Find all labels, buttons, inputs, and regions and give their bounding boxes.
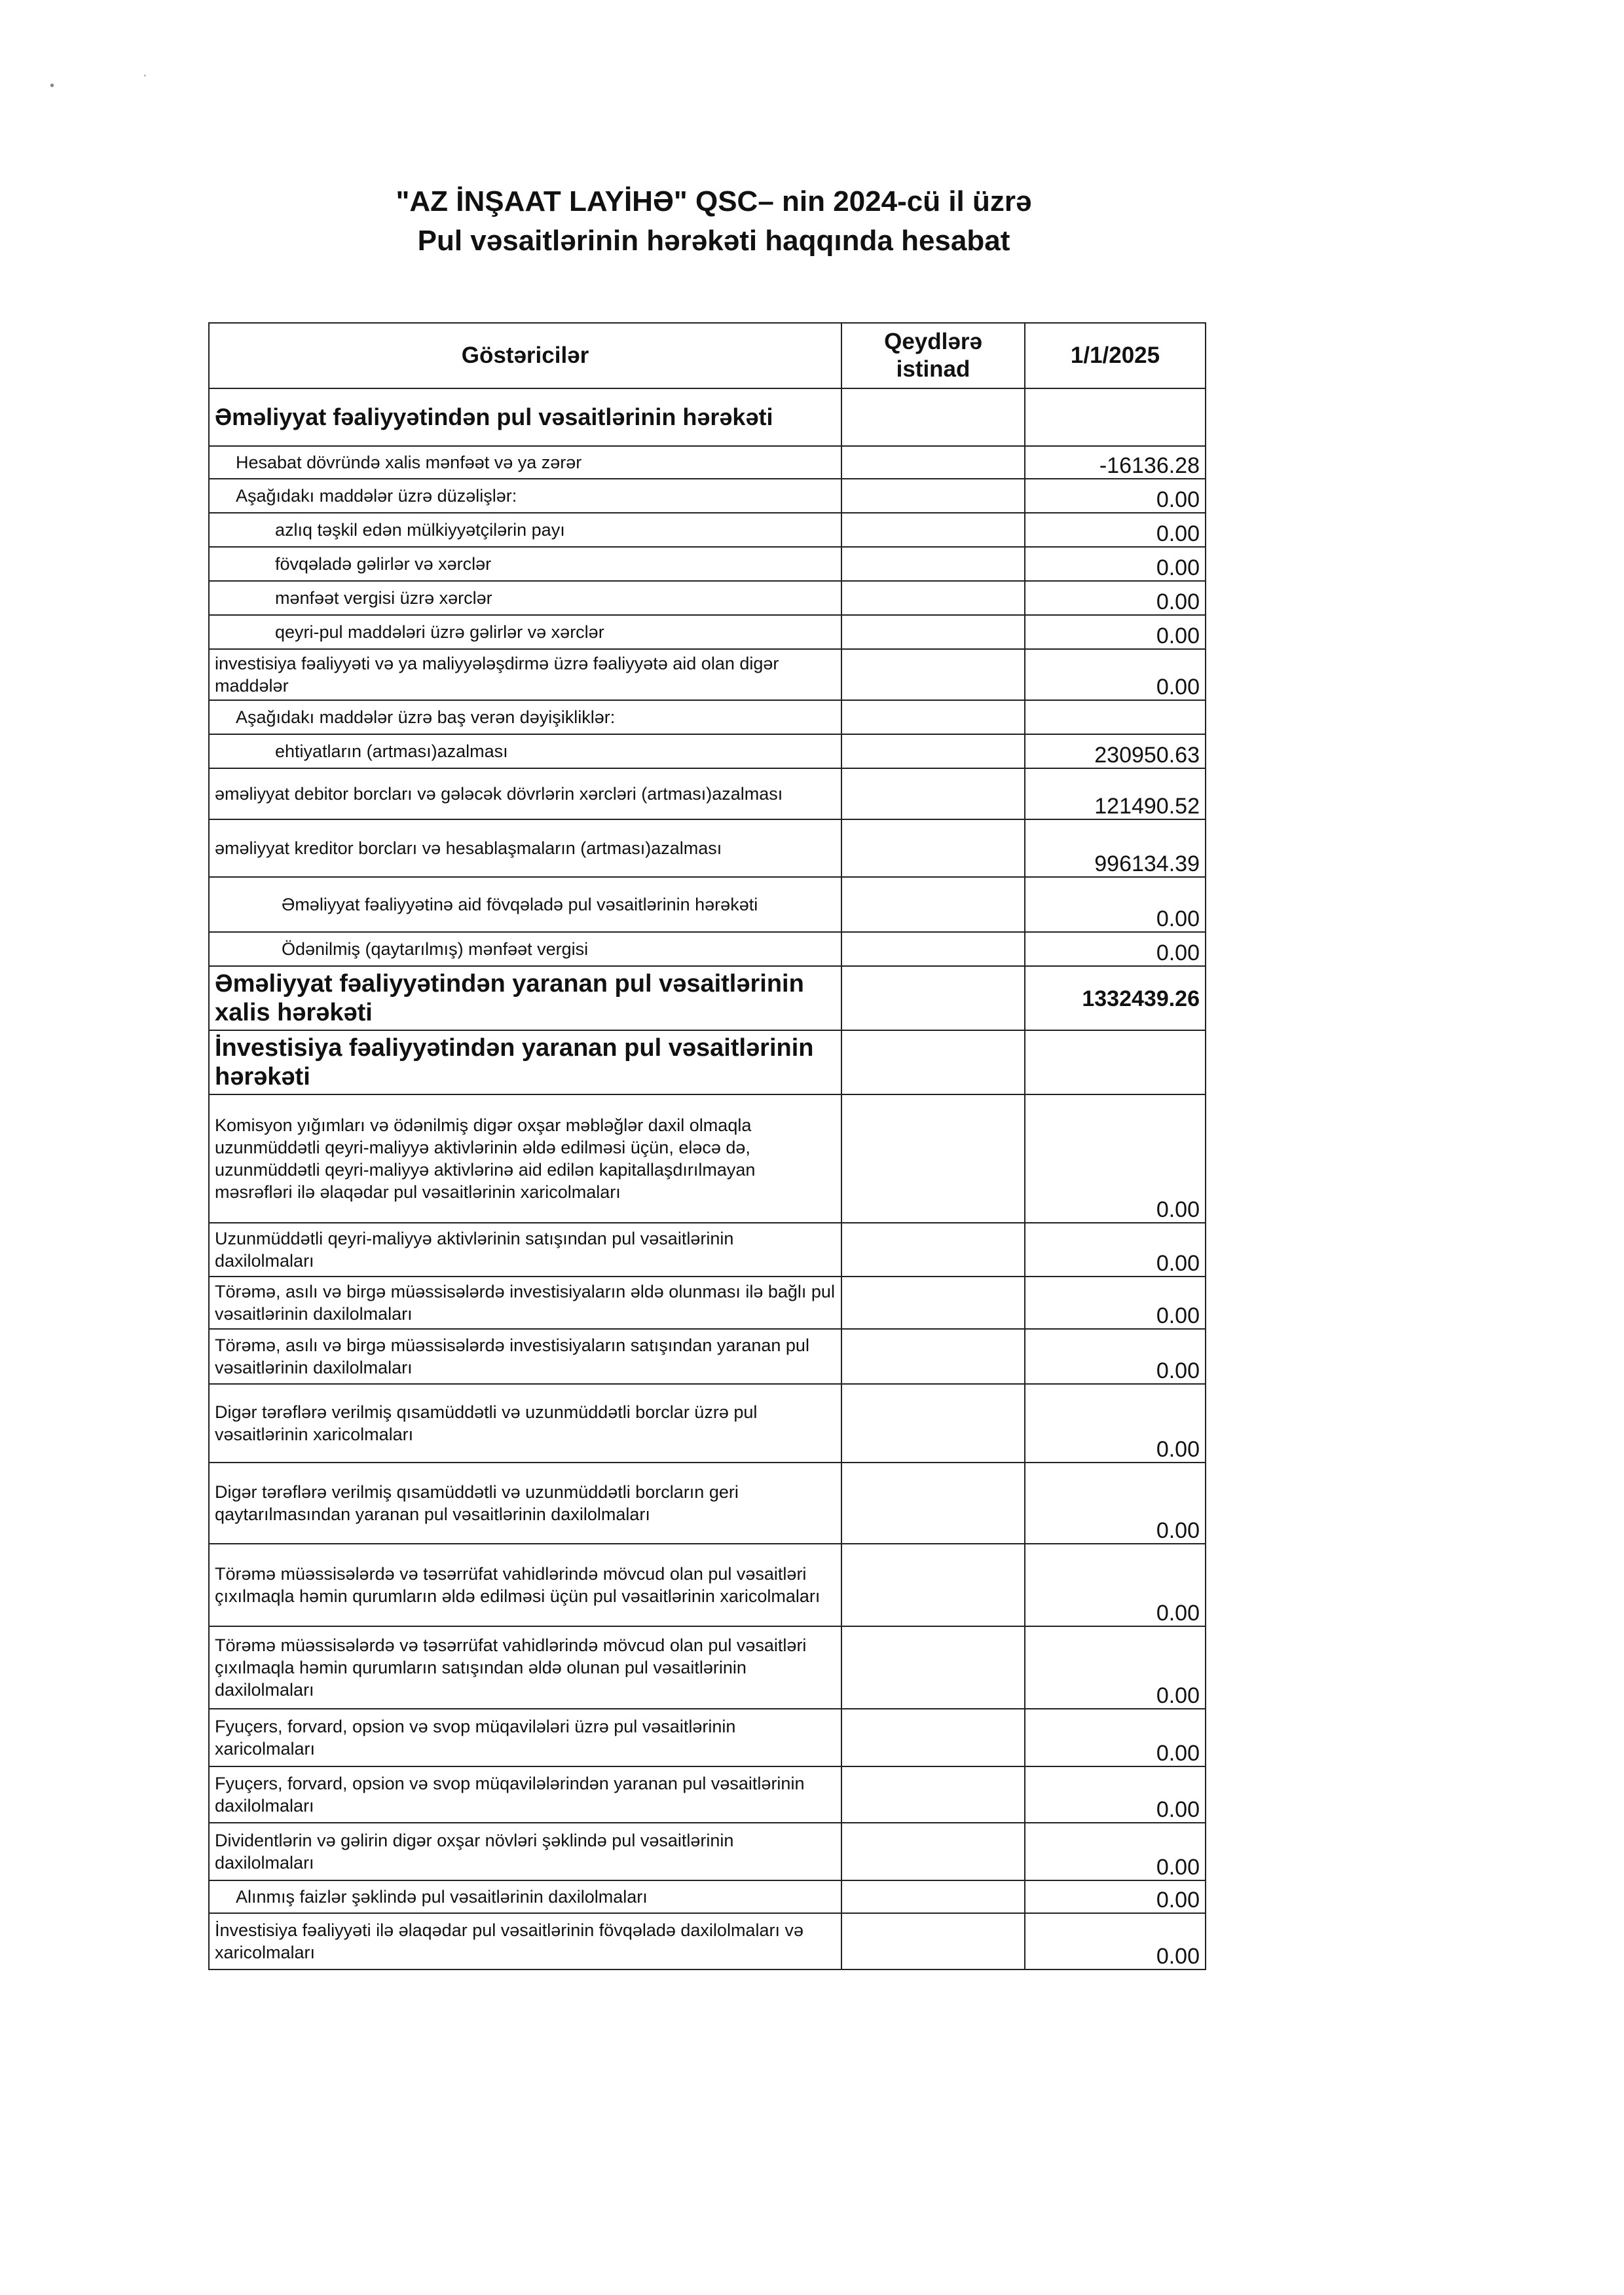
row-value: 0.00 bbox=[1025, 1913, 1206, 1969]
table-row bbox=[209, 581, 1206, 615]
row-note bbox=[841, 1766, 1025, 1823]
cash-flow-table bbox=[208, 322, 1206, 1970]
row-label: mənfəət vergisi üzrə xərclər bbox=[209, 581, 841, 615]
report-title: "AZ İNŞAAT LAYİHƏ" QSC– nin 2024-cü il üzrə bbox=[396, 185, 1032, 217]
row-note bbox=[841, 1544, 1025, 1626]
row-note bbox=[841, 1913, 1025, 1969]
row-label: Törəmə müəssisələrdə və təsərrüfat vahidlərində mövcud olan pul vəsaitləri çıxılmaqla həmin qurumların satışından əldə olunan pul vəsaitlərinin daxilolmaları bbox=[209, 1626, 841, 1709]
row-note bbox=[841, 446, 1025, 479]
row-note bbox=[841, 388, 1025, 446]
row-note bbox=[841, 877, 1025, 932]
row-label: İnvestisiya fəaliyyətindən yaranan pul vəsaitlərinin hərəkəti bbox=[209, 1030, 841, 1094]
row-note bbox=[841, 819, 1025, 877]
row-note bbox=[841, 1030, 1025, 1094]
table-header-row bbox=[209, 323, 1206, 388]
row-label: əməliyyat kreditor borcları və hesablaşmaların (artması)azalması bbox=[209, 819, 841, 877]
row-label: Əməliyyat fəaliyyətindən pul vəsaitlərinin hərəkəti bbox=[209, 388, 841, 446]
table-row bbox=[209, 1384, 1206, 1463]
row-note bbox=[841, 700, 1025, 734]
table-row bbox=[209, 1913, 1206, 1969]
table-row bbox=[209, 1626, 1206, 1709]
row-value: -16136.28 bbox=[1025, 446, 1206, 479]
table-row bbox=[209, 1277, 1206, 1329]
table-row bbox=[209, 1463, 1206, 1544]
row-label: Hesabat dövründə xalis mənfəət və ya zərər bbox=[209, 446, 841, 479]
table-row bbox=[209, 649, 1206, 700]
row-value: 0.00 bbox=[1025, 1709, 1206, 1766]
row-note bbox=[841, 649, 1025, 700]
row-label: Digər tərəflərə verilmiş qısamüddətli və uzunmüddətli borclar üzrə pul vəsaitlərinin xaricolmaları bbox=[209, 1384, 841, 1463]
row-value: 0.00 bbox=[1025, 581, 1206, 615]
table-row bbox=[209, 479, 1206, 513]
row-value bbox=[1025, 388, 1206, 446]
row-label: Fyuçers, forvard, opsion və svop müqavilələri üzrə pul vəsaitlərinin xaricolmaları bbox=[209, 1709, 841, 1766]
row-note bbox=[841, 1626, 1025, 1709]
row-value bbox=[1025, 700, 1206, 734]
row-label: fövqəladə gəlirlər və xərclər bbox=[209, 547, 841, 581]
row-label: Alınmış faizlər şəklində pul vəsaitlərinin daxilolmaları bbox=[209, 1880, 841, 1913]
row-note bbox=[841, 1880, 1025, 1913]
table-row bbox=[209, 932, 1206, 966]
row-note bbox=[841, 581, 1025, 615]
table-row bbox=[209, 1544, 1206, 1626]
row-label: investisiya fəaliyyəti və ya maliyyələşdirmə üzrə fəaliyyətə aid olan digər maddələr bbox=[209, 649, 841, 700]
table-row bbox=[209, 547, 1206, 581]
table-row bbox=[209, 1709, 1206, 1766]
row-label: Dividentlərin və gəlirin digər oxşar növləri şəklində pul vəsaitlərinin daxilolmaları bbox=[209, 1823, 841, 1880]
table-row bbox=[209, 1823, 1206, 1880]
row-label: Uzunmüddətli qeyri-maliyyə aktivlərinin satışından pul vəsaitlərinin daxilolmaları bbox=[209, 1223, 841, 1277]
header-indicators: Göstəricilər bbox=[209, 323, 841, 388]
row-label: Ödənilmiş (qaytarılmış) mənfəət vergisi bbox=[209, 932, 841, 966]
row-note bbox=[841, 615, 1025, 649]
row-value: 0.00 bbox=[1025, 932, 1206, 966]
row-value: 0.00 bbox=[1025, 1277, 1206, 1329]
row-label: ehtiyatların (artması)azalması bbox=[209, 734, 841, 768]
row-value: 0.00 bbox=[1025, 1329, 1206, 1384]
row-value: 0.00 bbox=[1025, 649, 1206, 700]
header-date: 1/1/2025 bbox=[1025, 323, 1206, 388]
row-note bbox=[841, 966, 1025, 1030]
table-row bbox=[209, 446, 1206, 479]
row-label: Törəmə, asılı və birgə müəssisələrdə investisiyaların əldə olunması ilə bağlı pul vəsaitlərinin daxilolmaları bbox=[209, 1277, 841, 1329]
row-note bbox=[841, 1329, 1025, 1384]
row-label: qeyri-pul maddələri üzrə gəlirlər və xərclər bbox=[209, 615, 841, 649]
row-note bbox=[841, 734, 1025, 768]
row-label: Fyuçers, forvard, opsion və svop müqavilələrindən yaranan pul vəsaitlərinin daxilolmaları bbox=[209, 1766, 841, 1823]
row-value: 0.00 bbox=[1025, 1384, 1206, 1463]
row-value: 0.00 bbox=[1025, 1463, 1206, 1544]
row-value: 0.00 bbox=[1025, 877, 1206, 932]
table-row bbox=[209, 877, 1206, 932]
row-label: Əməliyyat fəaliyyətinə aid fövqəladə pul vəsaitlərinin hərəkəti bbox=[209, 877, 841, 932]
table-row bbox=[209, 966, 1206, 1030]
row-label: Törəmə, asılı və birgə müəssisələrdə investisiyaların satışından yaranan pul vəsaitlərinin daxilolmaları bbox=[209, 1329, 841, 1384]
row-label: Aşağıdakı maddələr üzrə baş verən dəyişikliklər: bbox=[209, 700, 841, 734]
table-row bbox=[209, 819, 1206, 877]
row-note bbox=[841, 1384, 1025, 1463]
row-value: 1332439.26 bbox=[1025, 966, 1206, 1030]
row-value: 0.00 bbox=[1025, 1766, 1206, 1823]
row-note bbox=[841, 768, 1025, 819]
row-value: 230950.63 bbox=[1025, 734, 1206, 768]
table-row bbox=[209, 1030, 1206, 1094]
row-value: 0.00 bbox=[1025, 1544, 1206, 1626]
row-note bbox=[841, 1709, 1025, 1766]
row-value: 0.00 bbox=[1025, 479, 1206, 513]
row-note bbox=[841, 479, 1025, 513]
row-note bbox=[841, 1277, 1025, 1329]
report-subtitle: Pul vəsaitlərinin hərəkəti haqqında hesabat bbox=[417, 225, 1010, 257]
row-note bbox=[841, 547, 1025, 581]
row-label: Aşağıdakı maddələr üzrə düzəlişlər: bbox=[209, 479, 841, 513]
table-row bbox=[209, 1223, 1206, 1277]
row-value: 996134.39 bbox=[1025, 819, 1206, 877]
row-value: 0.00 bbox=[1025, 1880, 1206, 1913]
row-label: əməliyyat debitor borcları və gələcək dövrlərin xərcləri (artması)azalması bbox=[209, 768, 841, 819]
row-value: 0.00 bbox=[1025, 1223, 1206, 1277]
row-note bbox=[841, 1223, 1025, 1277]
row-value: 0.00 bbox=[1025, 513, 1206, 547]
table-row bbox=[209, 1329, 1206, 1384]
row-value: 0.00 bbox=[1025, 1823, 1206, 1880]
row-label: Əməliyyat fəaliyyətindən yaranan pul vəsaitlərinin xalis hərəkəti bbox=[209, 966, 841, 1030]
row-label: İnvestisiya fəaliyyəti ilə əlaqədar pul vəsaitlərinin fövqəladə daxilolmaları və xaricolmaları bbox=[209, 1913, 841, 1969]
table-row bbox=[209, 768, 1206, 819]
row-value: 121490.52 bbox=[1025, 768, 1206, 819]
row-label: azlıq təşkil edən mülkiyyətçilərin payı bbox=[209, 513, 841, 547]
row-note bbox=[841, 1463, 1025, 1544]
row-value: 0.00 bbox=[1025, 1626, 1206, 1709]
table-row bbox=[209, 1766, 1206, 1823]
table-row bbox=[209, 1094, 1206, 1223]
row-value: 0.00 bbox=[1025, 547, 1206, 581]
header-notes: Qeydlərə istinad bbox=[841, 323, 1025, 388]
row-value: 0.00 bbox=[1025, 1094, 1206, 1223]
table-row bbox=[209, 388, 1206, 446]
table-row bbox=[209, 1880, 1206, 1913]
scan-speck: · bbox=[143, 68, 147, 83]
scan-speck: • bbox=[50, 79, 55, 93]
row-label: Törəmə müəssisələrdə və təsərrüfat vahidlərində mövcud olan pul vəsaitləri çıxılmaqla həmin qurumların əldə edilməsi üçün pul vəsaitlərinin xaricolmaları bbox=[209, 1544, 841, 1626]
row-note bbox=[841, 513, 1025, 547]
row-note bbox=[841, 1823, 1025, 1880]
row-label: Digər tərəflərə verilmiş qısamüddətli və uzunmüddətli borcların geri qaytarılmasından yaranan pul vəsaitlərinin daxilolmaları bbox=[209, 1463, 841, 1544]
row-value: 0.00 bbox=[1025, 615, 1206, 649]
table-row bbox=[209, 734, 1206, 768]
table-row bbox=[209, 615, 1206, 649]
row-note bbox=[841, 932, 1025, 966]
row-note bbox=[841, 1094, 1025, 1223]
table-row bbox=[209, 513, 1206, 547]
row-label: Komisyon yığımları və ödənilmiş digər oxşar məbləğlər daxil olmaqla uzunmüddətli qeyri-maliyyə aktivlərinin əldə edilməsi üçün, eləcə də, uzunmüddətli qeyri-maliyyə aktivlərinə aid edilən kapitallaşdırılmayan məsrəfləri ilə əlaqədar pul vəsaitlərinin xaricolmaları bbox=[209, 1094, 841, 1223]
table-row bbox=[209, 700, 1206, 734]
row-value bbox=[1025, 1030, 1206, 1094]
